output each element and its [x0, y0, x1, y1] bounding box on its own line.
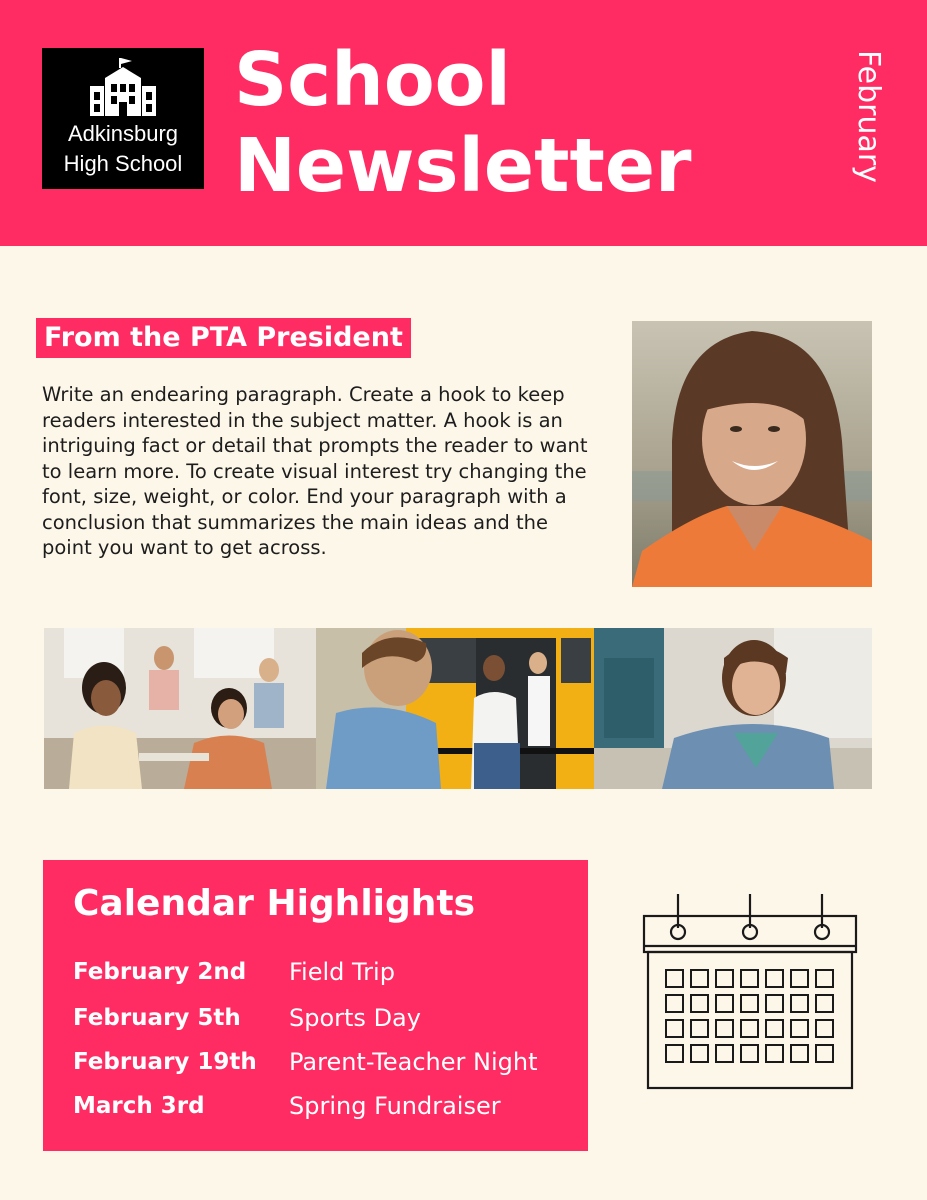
calendar-day-cell: [816, 1020, 833, 1037]
school-name-line2: High School: [63, 151, 183, 176]
issue-month: February: [851, 50, 886, 183]
pta-president-photo: [632, 321, 872, 587]
calendar-item-event: Field Trip: [289, 958, 395, 986]
calendar-item: [43, 998, 588, 1038]
calendar-day-cell: [741, 1020, 758, 1037]
calendar-day-cell: [816, 995, 833, 1012]
school-name-line1: Adkinsburg: [67, 121, 179, 146]
calendar-day-cell: [766, 995, 783, 1012]
calendar-day-cell: [716, 995, 733, 1012]
calendar-day-cell: [791, 1020, 808, 1037]
calendar-day-cell: [791, 995, 808, 1012]
calendar-day-cell: [741, 995, 758, 1012]
calendar-icon: [640, 890, 860, 1094]
calendar-day-cell: [666, 970, 683, 987]
calendar-day-cell: [741, 970, 758, 987]
calendar-highlights-panel: [43, 860, 588, 1151]
pta-paragraph: Write an endearing paragraph. Create a hook to keep readers interested in the subject matter. A hook is an intriguing fact or detail that prompts the reader to want to learn more. To create visual interest try changing the font, size, weight, or color. End your paragraph with a conclusion that summarizes the main ideas and the point you want to get across.: [42, 383, 588, 559]
calendar-day-cell: [766, 1020, 783, 1037]
school-bus-photo: [316, 628, 594, 789]
calendar-day-cell: [691, 1020, 708, 1037]
calendar-item-event: Spring Fundraiser: [289, 1092, 501, 1120]
calendar-day-cell: [741, 1045, 758, 1062]
school-building-icon: [88, 58, 158, 118]
calendar-day-cell: [766, 1045, 783, 1062]
girl-at-desk-photo: [594, 628, 872, 789]
newsletter-title-line1: School: [234, 37, 511, 123]
pta-heading: From the PTA President: [36, 318, 411, 358]
calendar-day-cell: [716, 1045, 733, 1062]
calendar-item-date: March 3rd: [73, 1093, 205, 1119]
calendar-day-cell: [691, 970, 708, 987]
calendar-item: [43, 1086, 588, 1126]
calendar-day-cell: [816, 970, 833, 987]
calendar-title: Calendar Highlights: [73, 883, 476, 924]
calendar-day-cell: [666, 1045, 683, 1062]
calendar-item-date: February 5th: [73, 1005, 241, 1031]
calendar-item: [43, 952, 588, 992]
school-logo: [42, 48, 204, 189]
calendar-day-cell: [691, 1045, 708, 1062]
header-banner: [0, 0, 927, 246]
newsletter-title-line2: Newsletter: [234, 123, 692, 209]
calendar-day-cell: [791, 970, 808, 987]
calendar-item: [43, 1042, 588, 1082]
calendar-day-cell: [791, 1045, 808, 1062]
calendar-item-date: February 2nd: [73, 959, 247, 985]
calendar-day-cell: [716, 1020, 733, 1037]
calendar-day-cell: [666, 995, 683, 1012]
calendar-item-date: February 19th: [73, 1049, 257, 1075]
calendar-day-cell: [816, 1045, 833, 1062]
calendar-item-event: Parent-Teacher Night: [289, 1048, 538, 1076]
calendar-day-cell: [766, 970, 783, 987]
calendar-item-event: Sports Day: [289, 1004, 421, 1032]
classroom-students-photo: [44, 628, 316, 789]
calendar-day-cell: [691, 995, 708, 1012]
calendar-day-cell: [666, 1020, 683, 1037]
calendar-day-cell: [716, 970, 733, 987]
